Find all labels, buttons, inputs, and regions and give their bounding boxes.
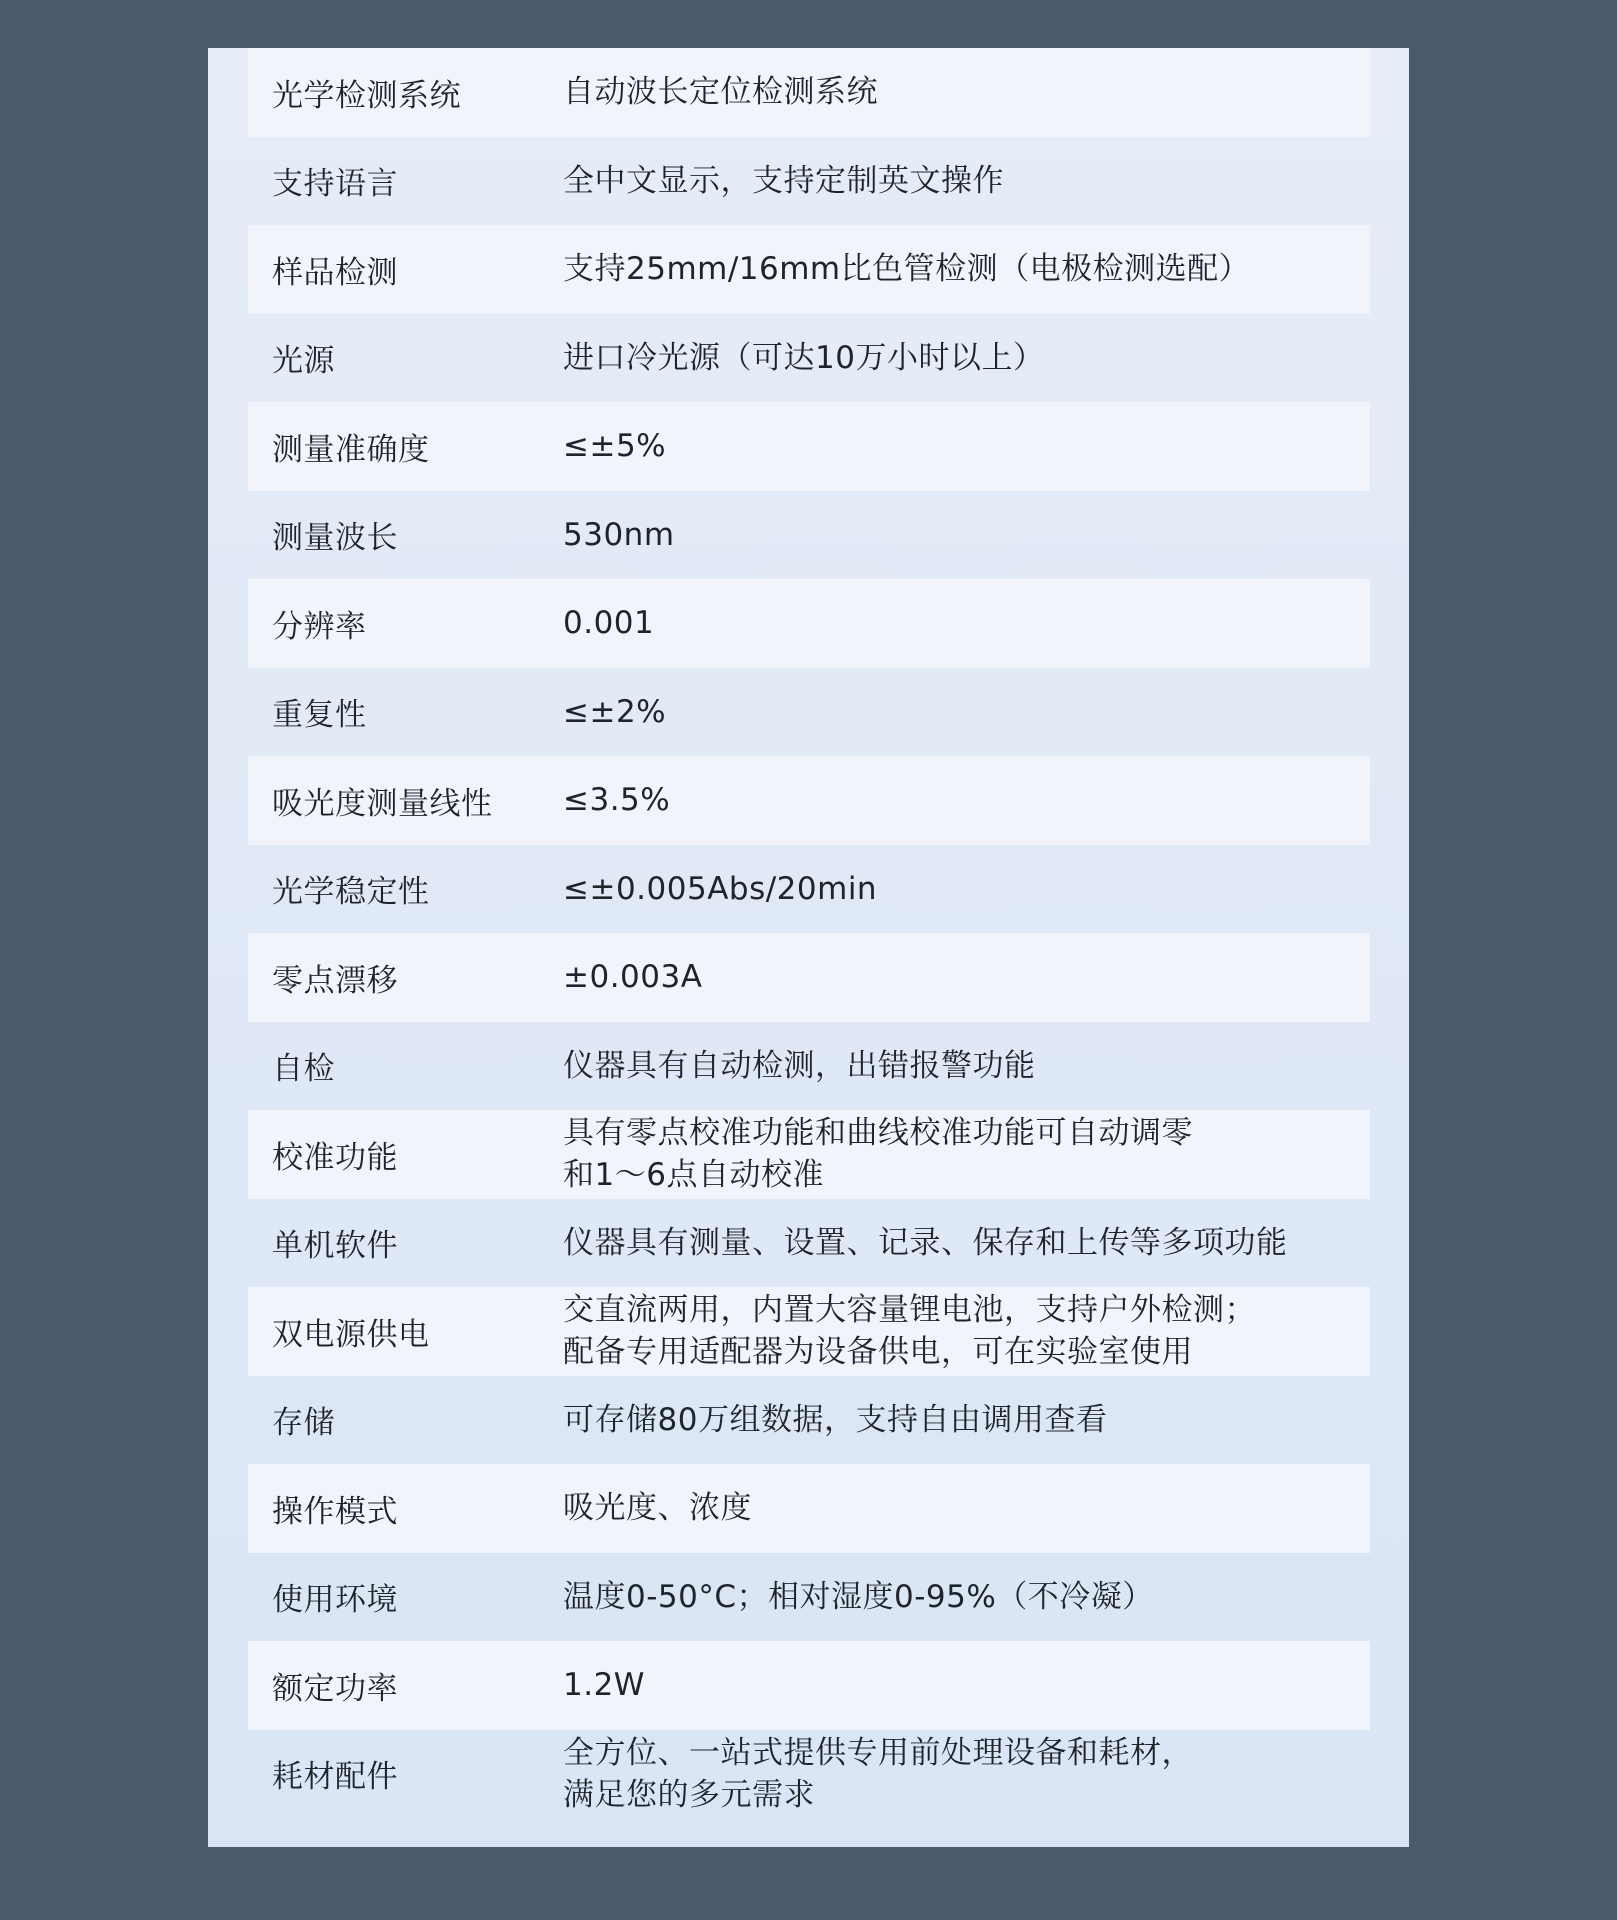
- spec-value: 自动波长定位检测系统: [563, 74, 878, 111]
- spec-value: 530nm: [563, 516, 675, 553]
- spec-label: 零点漂移: [272, 962, 398, 999]
- spec-value: 全中文显示，支持定制英文操作: [563, 162, 1004, 199]
- spec-row: [248, 845, 1370, 934]
- spec-panel: [208, 48, 1409, 1847]
- spec-row: [248, 1464, 1370, 1553]
- spec-label: 光学检测系统: [272, 77, 461, 114]
- spec-label: 耗材配件: [272, 1759, 398, 1796]
- spec-label: 校准功能: [272, 1139, 398, 1176]
- spec-value: 进口冷光源（可达10万小时以上）: [563, 339, 1045, 376]
- spec-value: 仪器具有测量、设置、记录、保存和上传等多项功能: [563, 1224, 1288, 1261]
- spec-value: 交直流两用，内置大容量锂电池，支持户外检测； 配备专用适配器为设备供电，可在实验室使用: [563, 1292, 1256, 1371]
- spec-row: [248, 48, 1370, 137]
- spec-label: 操作模式: [272, 1493, 398, 1530]
- spec-value: 支持25mm/16mm比色管检测（电极检测选配）: [563, 251, 1251, 288]
- spec-label: 样品检测: [272, 254, 398, 291]
- spec-label: 重复性: [272, 697, 367, 734]
- spec-row: [248, 1199, 1370, 1288]
- spec-row: [248, 1641, 1370, 1730]
- spec-label: 分辨率: [272, 608, 367, 645]
- spec-label: 单机软件: [272, 1228, 398, 1265]
- spec-label: 吸光度测量线性: [272, 785, 493, 822]
- spec-value: 1.2W: [563, 1667, 645, 1704]
- spec-value: ±0.003A: [563, 959, 703, 996]
- spec-label: 光学稳定性: [272, 874, 430, 911]
- spec-label: 使用环境: [272, 1582, 398, 1619]
- spec-label: 双电源供电: [272, 1316, 430, 1353]
- spec-value: 可存储80万组数据，支持自由调用查看: [563, 1401, 1108, 1438]
- spec-row: [248, 1287, 1370, 1376]
- spec-row: [248, 402, 1370, 491]
- spec-row: [248, 1730, 1370, 1819]
- spec-row: [248, 1110, 1370, 1199]
- spec-row: [248, 225, 1370, 314]
- spec-value: 温度0-50°C；相对湿度0-95%（不冷凝）: [563, 1578, 1154, 1615]
- spec-value: 全方位、一站式提供专用前处理设备和耗材， 满足您的多元需求: [563, 1734, 1193, 1813]
- spec-label: 存储: [272, 1405, 335, 1442]
- spec-row: [248, 1553, 1370, 1642]
- spec-label: 额定功率: [272, 1670, 398, 1707]
- spec-label: 测量波长: [272, 520, 398, 557]
- spec-label: 光源: [272, 343, 335, 380]
- spec-row: [248, 314, 1370, 403]
- spec-label: 自检: [272, 1051, 335, 1088]
- spec-value: 0.001: [563, 605, 655, 642]
- spec-row: [248, 491, 1370, 580]
- spec-value: ≤±0.005Abs/20min: [563, 870, 878, 907]
- spec-label: 测量准确度: [272, 431, 430, 468]
- spec-value: ≤±2%: [563, 693, 667, 730]
- spec-row: [248, 1022, 1370, 1111]
- spec-row: [248, 756, 1370, 845]
- spec-label: 支持语言: [272, 166, 398, 203]
- spec-value: 具有零点校准功能和曲线校准功能可自动调零 和1～6点自动校准: [563, 1115, 1193, 1194]
- spec-value: ≤±5%: [563, 428, 667, 465]
- spec-row: [248, 137, 1370, 226]
- spec-row: [248, 668, 1370, 757]
- spec-value: 吸光度、浓度: [563, 1490, 752, 1527]
- spec-value: ≤3.5%: [563, 782, 671, 819]
- spec-table: [248, 48, 1370, 1818]
- spec-value: 仪器具有自动检测，出错报警功能: [563, 1047, 1036, 1084]
- spec-row: [248, 933, 1370, 1022]
- spec-row: [248, 1376, 1370, 1465]
- spec-row: [248, 579, 1370, 668]
